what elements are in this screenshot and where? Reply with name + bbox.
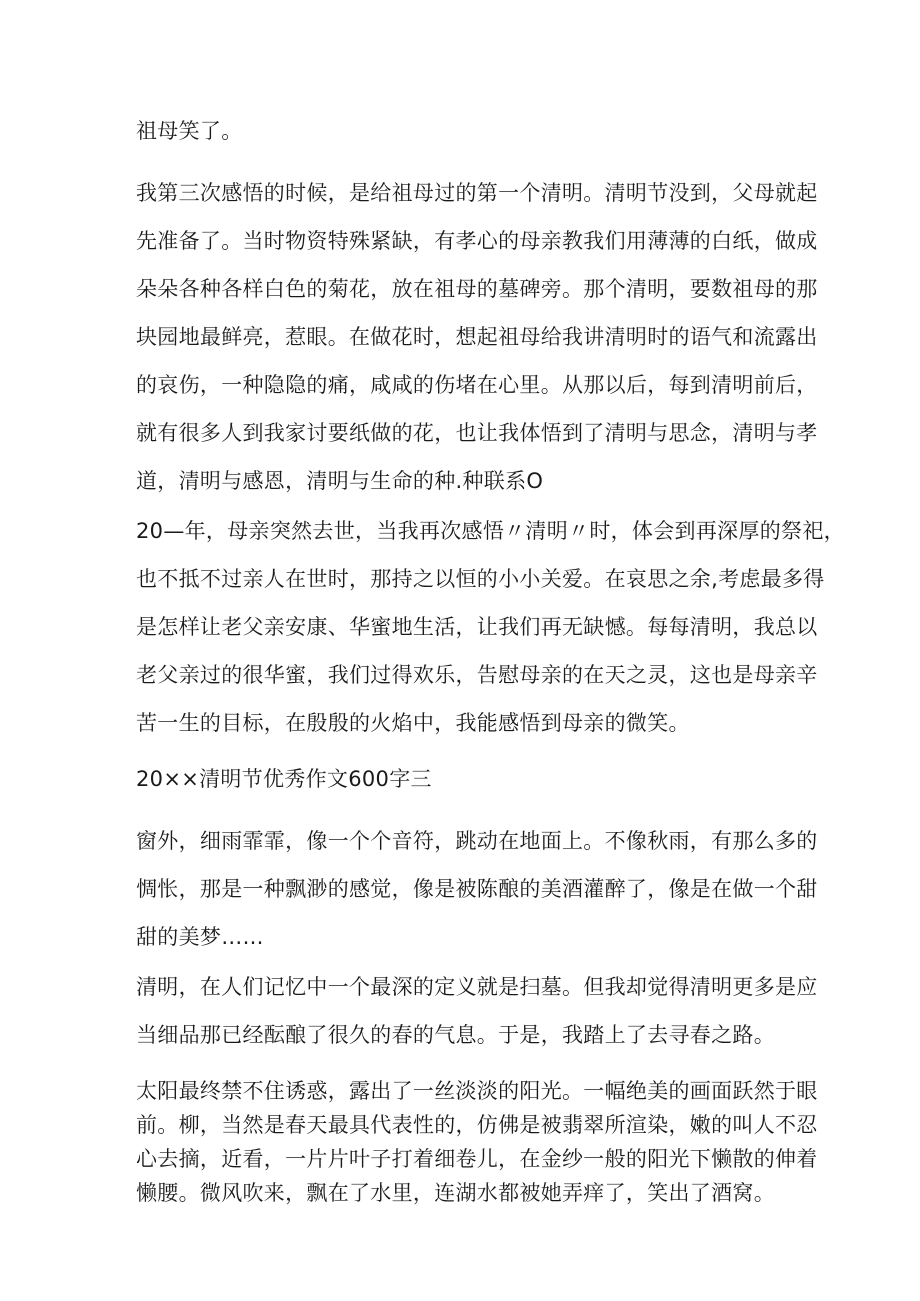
text-line: 就有很多人到我家讨要纸做的花，也让我体悟到了清明与思念，清明与孝 (136, 421, 818, 445)
text-line: 也不抵不过亲人在世时，那持之以恒的小小关爱。在哀思之余,考虑最多得 (136, 567, 825, 591)
text-line: 块园地最鲜亮，惹眼。在做花时，想起祖母给我讲清明时的语气和流露出 (136, 325, 818, 349)
text-line: 老父亲过的很华蜜，我们过得欢乐，告慰母亲的在天之灵，这也是母亲辛 (136, 663, 818, 687)
text-line: 苦一生的目标，在殷殷的火焰中，我能感悟到母亲的微笑。 (136, 711, 690, 735)
text-line: 清明，在人们记忆中一个最深的定义就是扫墓。但我却觉得清明更多是应 (136, 975, 818, 999)
text-line: 朵朵各种各样白色的菊花，放在祖母的墓碑旁。那个清明，要数祖母的那 (136, 277, 818, 301)
text-line: 太阳最终禁不住诱惑，露出了一丝淡淡的阳光。一幅绝美的画面跃然于眼 (136, 1079, 818, 1103)
text-line: 道，清明与感恩，清明与生命的种.种联系O (136, 469, 544, 493)
text-line: 惆怅，那是一种飘渺的感觉，像是被陈酿的美酒灌醉了，像是在做一个甜 (136, 877, 818, 901)
text-line: 先准备了。当时物资特殊紧缺，有孝心的母亲教我们用薄薄的白纸，做成 (136, 229, 818, 253)
text-line: 懒腰。微风吹来，飘在了水里，连湖水都被她弄痒了，笑出了酒窝。 (136, 1181, 775, 1205)
text-line: 的哀伤，一种隐隐的痛，咸咸的伤堵在心里。从那以后，每到清明前后， (136, 373, 818, 397)
text-line: 我第三次感悟的时候，是给祖母过的第一个清明。清明节没到，父母就起 (136, 181, 818, 205)
text-line: 窗外，细雨霏霏，像一个个音符，跳动在地面上。不像秋雨，有那么多的 (136, 829, 818, 853)
text-line: 甜的美梦…… (136, 925, 264, 949)
text-line: 心去摘，近看，一片片叶子打着细卷儿，在金纱一般的阳光下懒散的伸着 (136, 1147, 818, 1171)
text-line: 是怎样让老父亲安康、华蜜地生活，让我们再无缺憾。每每清明，我总以 (136, 615, 818, 639)
text-line: 20—年，母亲突然去世，当我再次感悟〃清明〃时，体会到再深厚的祭祀， (136, 519, 845, 543)
text-line: 当细品那已经酝酿了很久的春的气息。于是，我踏上了去寻春之路。 (136, 1023, 775, 1047)
text-line: 前。柳，当然是春天最具代表性的，仿佛是被翡翠所渲染，嫩的叫人不忍 (136, 1113, 818, 1137)
section-heading: 20××清明节优秀作文600字三 (136, 767, 432, 791)
text-line: 祖母笑了。 (136, 119, 243, 143)
